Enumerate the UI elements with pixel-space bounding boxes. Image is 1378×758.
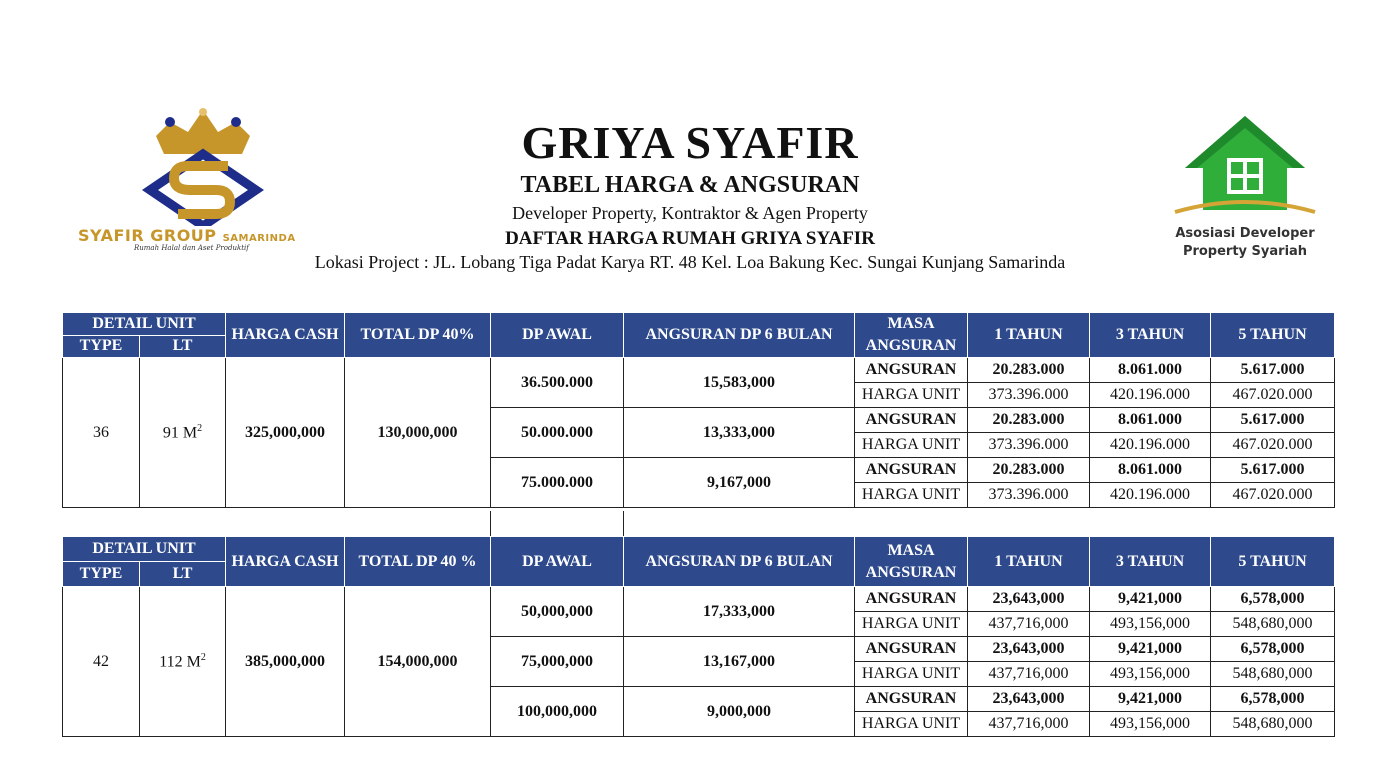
cell-harga-unit-3: 493,156,000: [1090, 712, 1211, 737]
cell-harga-cash: 385,000,000: [226, 587, 345, 737]
tagline: Developer Property, Kontraktor & Agen Property: [512, 203, 868, 223]
th-type: TYPE: [63, 562, 140, 587]
cell-harga-unit-5: 467.020.000: [1211, 433, 1335, 458]
cell-dp-awal: 36.500.000: [491, 358, 624, 408]
cell-angsuran-1: 20.283.000: [968, 408, 1090, 433]
cell-harga-unit-3: 420.196.000: [1090, 433, 1211, 458]
cell-label-angsuran: ANGSURAN: [855, 458, 968, 483]
brand-name: SYAFIR GROUP SAMARINDA: [78, 226, 296, 245]
cell-angsuran-3: 9,421,000: [1090, 587, 1211, 612]
cell-label-harga-unit: HARGA UNIT: [855, 433, 968, 458]
location-text: Lokasi Project : JL. Lobang Tiga Padat Karya RT. 48 Kel. Loa Bakung Kec. Sungai Kunjang Samarinda: [314, 252, 1066, 272]
cell-harga-unit-5: 467.020.000: [1211, 483, 1335, 508]
lt-value: 112 M: [159, 653, 201, 671]
th-3-tahun: 3 TAHUN: [1090, 313, 1211, 358]
th-lt: LT: [140, 562, 226, 587]
list-title: DAFTAR HARGA RUMAH GRIYA SYAFIR: [505, 228, 875, 249]
price-table-type-36: [62, 312, 1335, 508]
cell-total-dp: 154,000,000: [345, 587, 491, 737]
cell-label-harga-unit: HARGA UNIT: [855, 383, 968, 408]
cell-harga-cash: 325,000,000: [226, 358, 345, 508]
cell-harga-unit-3: 493,156,000: [1090, 662, 1211, 687]
cell-angsuran-dp: 15,583,000: [624, 358, 855, 408]
cell-harga-unit-1: 373.396.000: [968, 383, 1090, 408]
page-subtitle: TABEL HARGA & ANGSURAN: [520, 172, 860, 198]
cell-harga-unit-1: 437,716,000: [968, 712, 1090, 737]
cell-label-harga-unit: HARGA UNIT: [855, 483, 968, 508]
th-total-dp: TOTAL DP 40 %: [345, 537, 491, 587]
cell-angsuran-dp: 13,167,000: [624, 637, 855, 687]
cell-harga-unit-1: 373.396.000: [968, 483, 1090, 508]
th-1-tahun: 1 TAHUN: [968, 313, 1090, 358]
cell-label-angsuran: ANGSURAN: [855, 587, 968, 612]
cell-harga-unit-5: 548,680,000: [1211, 712, 1335, 737]
lt-value: 91 M: [162, 424, 198, 442]
cell-lt: [140, 358, 226, 508]
cell-dp-awal: 50.000.000: [491, 408, 624, 458]
cell-harga-unit-1: 373.396.000: [968, 433, 1090, 458]
apsyar-logo: [1165, 112, 1325, 272]
cell-angsuran-1: 23,643,000: [968, 687, 1090, 712]
cell-angsuran-5: 5.617.000: [1211, 458, 1335, 483]
th-lt: LT: [140, 335, 226, 358]
cell-dp-awal: 75,000,000: [491, 637, 624, 687]
house-logo-icon: [1165, 112, 1325, 222]
cell-angsuran-5: 5.617.000: [1211, 408, 1335, 433]
cell-harga-unit-5: 467.020.000: [1211, 383, 1335, 408]
th-total-dp: TOTAL DP 40%: [345, 313, 491, 358]
cell-type: 42: [63, 587, 140, 737]
cell-angsuran-dp: 17,333,000: [624, 587, 855, 637]
cell-angsuran-3: 8.061.000: [1090, 358, 1211, 383]
cell-label-angsuran: ANGSURAN: [855, 408, 968, 433]
cell-harga-unit-3: 420.196.000: [1090, 483, 1211, 508]
cell-label-angsuran: ANGSURAN: [855, 687, 968, 712]
cell-dp-awal: 50,000,000: [491, 587, 624, 637]
cell-harga-unit-5: 548,680,000: [1211, 662, 1335, 687]
cell-angsuran-3: 8.061.000: [1090, 458, 1211, 483]
cell-type: 36: [63, 358, 140, 508]
cell-angsuran-3: 9,421,000: [1090, 637, 1211, 662]
th-3-tahun: 3 TAHUN: [1090, 537, 1211, 587]
cell-angsuran-1: 23,643,000: [968, 637, 1090, 662]
th-5-tahun: 5 TAHUN: [1211, 537, 1335, 587]
th-dp-awal: DP AWAL: [491, 313, 624, 358]
page-title: GRIYA SYAFIR: [521, 117, 859, 168]
lt-sup: 2: [200, 651, 206, 663]
cell-angsuran-3: 9,421,000: [1090, 687, 1211, 712]
th-detail-unit: DETAIL UNIT: [63, 313, 226, 336]
cell-harga-unit-5: 548,680,000: [1211, 612, 1335, 637]
gap-divider: [623, 511, 624, 536]
cell-harga-unit-3: 420.196.000: [1090, 383, 1211, 408]
brand-motto: Rumah Halal dan Aset Produktif: [134, 244, 249, 252]
association-name: [1165, 225, 1325, 261]
th-masa-angsuran: MASA ANGSURAN: [855, 537, 968, 587]
cell-angsuran-1: 23,643,000: [968, 587, 1090, 612]
cell-angsuran-dp: 9,000,000: [624, 687, 855, 737]
cell-dp-awal: 75.000.000: [491, 458, 624, 508]
cell-label-angsuran: ANGSURAN: [855, 637, 968, 662]
lt-sup: 2: [197, 422, 203, 434]
cell-label-harga-unit: HARGA UNIT: [855, 662, 968, 687]
price-table-type-42: [62, 536, 1335, 737]
cell-lt: [140, 587, 226, 737]
cell-total-dp: 130,000,000: [345, 358, 491, 508]
association-line-2: Property Syariah: [1182, 244, 1308, 259]
cell-angsuran-5: 6,578,000: [1211, 637, 1335, 662]
th-type: TYPE: [63, 335, 140, 358]
gap-divider: [490, 511, 491, 536]
cell-label-harga-unit: HARGA UNIT: [855, 712, 968, 737]
th-angsuran-dp: ANGSURAN DP 6 BULAN: [624, 537, 855, 587]
th-5-tahun: 5 TAHUN: [1211, 313, 1335, 358]
cell-angsuran-3: 8.061.000: [1090, 408, 1211, 433]
cell-angsuran-dp: 9,167,000: [624, 458, 855, 508]
th-masa-angsuran: MASA ANGSURAN: [855, 313, 968, 358]
th-harga-cash: HARGA CASH: [226, 537, 345, 587]
cell-harga-unit-3: 493,156,000: [1090, 612, 1211, 637]
cell-harga-unit-1: 437,716,000: [968, 612, 1090, 637]
th-harga-cash: HARGA CASH: [226, 313, 345, 358]
cell-harga-unit-1: 437,716,000: [968, 662, 1090, 687]
cell-angsuran-5: 5.617.000: [1211, 358, 1335, 383]
th-detail-unit: DETAIL UNIT: [63, 537, 226, 562]
cell-angsuran-5: 6,578,000: [1211, 687, 1335, 712]
cell-angsuran-dp: 13,333,000: [624, 408, 855, 458]
cell-angsuran-1: 20.283.000: [968, 358, 1090, 383]
cell-angsuran-1: 20.283.000: [968, 458, 1090, 483]
cell-label-harga-unit: HARGA UNIT: [855, 612, 968, 637]
th-dp-awal: DP AWAL: [491, 537, 624, 587]
cell-angsuran-5: 6,578,000: [1211, 587, 1335, 612]
association-line-1: Asosiasi Developer: [1175, 226, 1315, 241]
th-angsuran-dp: ANGSURAN DP 6 BULAN: [624, 313, 855, 358]
cell-label-angsuran: ANGSURAN: [855, 358, 968, 383]
cell-dp-awal: 100,000,000: [491, 687, 624, 737]
th-1-tahun: 1 TAHUN: [968, 537, 1090, 587]
